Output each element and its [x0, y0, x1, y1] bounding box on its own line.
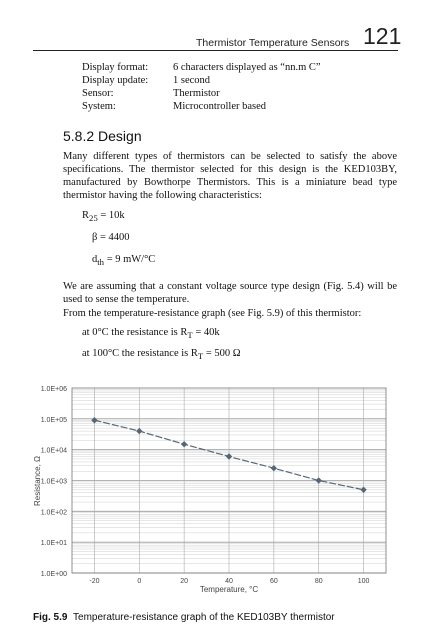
- spec-value: Microcontroller based: [173, 101, 267, 112]
- characteristic-r25: $R_{25} = 10k$: [82, 210, 125, 224]
- y-tick-label: 1.0E+01: [40, 540, 67, 548]
- y-tick-label: 1.0E+03: [40, 478, 67, 486]
- resistance-at-0c: at 0°C the resistance is $R_T = 40k$: [82, 327, 220, 341]
- paragraph-design: We are assuming that a constant voltage source type design (Fig. 5.4) will be used to sense the temperature.: [63, 281, 397, 305]
- y-tick-label: 1.0E+00: [40, 571, 67, 578]
- figure-label: Fig. 5.9: [33, 612, 68, 623]
- paragraph-intro: Many different types of thermistors can be selected to satisfy the above specifications. The thermistor selected for this design is the KED103BY, manufactured by Bowthorpe Thermistors. This is a miniature bead type thermistor having the following characteristics:: [63, 151, 397, 201]
- y-tick-label: 1.0E+02: [40, 509, 67, 517]
- y-tick-label: 1.0E+04: [40, 447, 67, 455]
- page-number: 121: [363, 23, 402, 49]
- resistance-at-100c: at 100°C the resistance is $R_T = 500$ Ω: [82, 348, 241, 362]
- x-tick-label: 80: [314, 578, 323, 585]
- data-point: [181, 441, 187, 447]
- chart-grid: [72, 388, 386, 573]
- x-tick-label: 40: [225, 578, 233, 585]
- spec-value: Thermistor: [173, 88, 220, 99]
- spec-label: Display format:: [82, 62, 149, 73]
- characteristic-dissipation: $d_{th} = 9$ mW/°C: [92, 254, 156, 268]
- figure-caption-text: Temperature-resistance graph of the KED103BY thermistor: [73, 612, 335, 623]
- characteristic-beta: β = 4400: [92, 232, 130, 243]
- x-tick-label: 20: [180, 578, 189, 585]
- spec-label: Display update:: [82, 75, 149, 86]
- y-tick-label: 1.0E+06: [40, 386, 67, 393]
- x-tick-label: 0: [137, 578, 142, 585]
- data-point: [136, 428, 142, 434]
- x-tick-label: 60: [269, 578, 278, 585]
- data-point: [316, 477, 322, 483]
- x-axis-title: Temperature, °C: [199, 585, 259, 594]
- paragraph-graph-ref: From the temperature-resistance graph (see Fig. 5.9) of this thermistor:: [63, 308, 362, 319]
- spec-label: Sensor:: [82, 88, 114, 99]
- spec-value: 1 second: [173, 75, 211, 86]
- x-tick-label: -20: [89, 578, 100, 585]
- spec-label: System:: [82, 101, 116, 112]
- y-axis-title: Resistance, Ω: [33, 456, 42, 506]
- running-title: Thermistor Temperature Sensors: [196, 37, 350, 49]
- figure-caption: [33, 612, 335, 623]
- spec-value: 6 characters displayed as “nn.m C”: [173, 62, 321, 73]
- y-tick-label: 1.0E+05: [40, 416, 67, 424]
- section-heading: 5.8.2 Design: [63, 128, 142, 144]
- x-tick-label: 100: [357, 578, 370, 585]
- data-point: [91, 417, 97, 423]
